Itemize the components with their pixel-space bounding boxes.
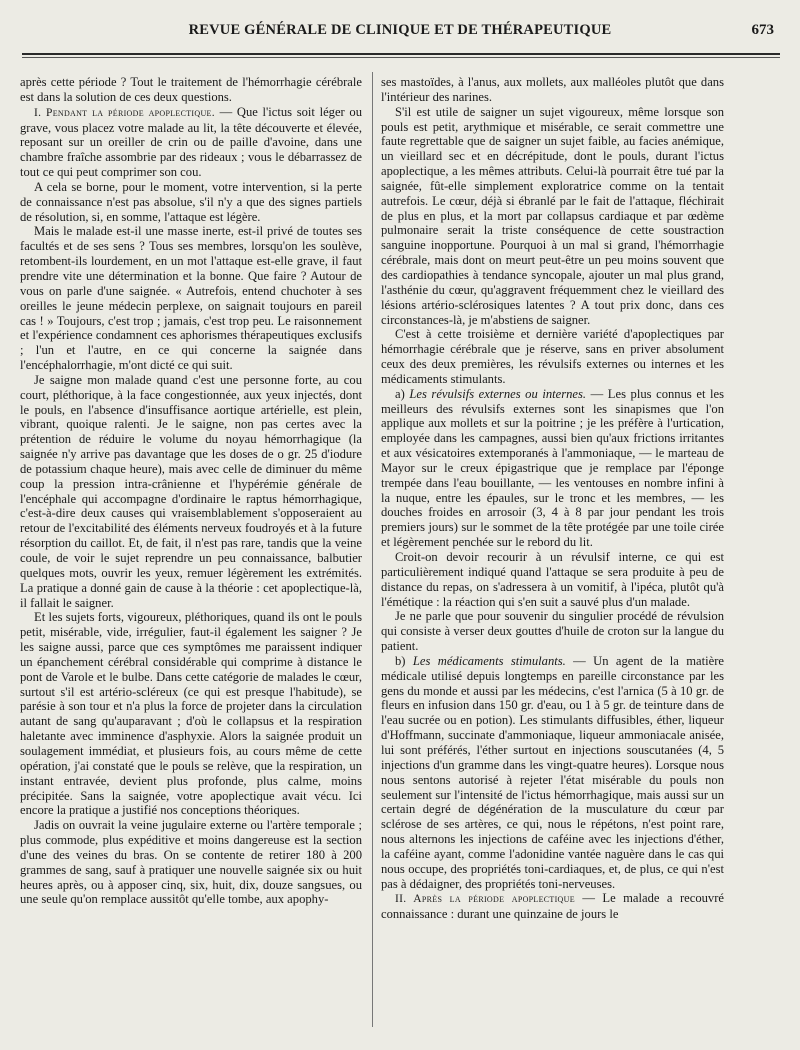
page-number: 673: [751, 22, 774, 38]
section-paragraph: [20, 105, 362, 180]
paragraph: Croit-on devoir recourir à un révulsif interne, ce qui est particulièrement indiqué quand l'attaque se sera produite à peu de distance du repas, on s'adressera à un vomitif, à l'ipéca, plutôt qu'à l'émétique : la réaction qui s'en suit a sauvé plus d'un malade.: [381, 550, 724, 609]
subsection-label: b): [395, 653, 413, 668]
paragraph-text: — Un agent de la matière médicale utilisé depuis longtemps en pareille circonstance par les gens du monde et aussi par les médecins, c'est l'arnica (5 à 10 gr. de fleurs en infusion dans 150 gr. d'eau, ou 1 à 5 gr. de teinture dans de l'eau sucrée ou en potion). Les stimulants diffusibles, éther, liqueur d'Hoffmann, succinate d'ammoniaque, liqueur ammoniacale anisée, lui sont préférés, l'éther surtout en injections souscutanées (4, 5 injections d'un gramme dans les vingt-quatre heures). Lorsque nous nous sentons autorisé à rejeter l'état misérable du pouls non seulement sur l'intensité de l'ictus hémorrhagique, mais aussi sur un certain degré de dégénération de la musculature du cœur par sclérose de ses artères, ce qui, nous le répétons, n'est point rare, nous alternons les injections de caféine avec les injections d'éther, la caféine ayant, comme l'adonidine vantée naguère dans le cas qui nous occupe, des propriétés toni-cardiaques, et, de plus, ce qui n'est pas à dédaigner, des propriétés toni-nerveuses.: [381, 653, 724, 891]
header-rule-thin: [22, 57, 780, 58]
subsection-paragraph: [381, 654, 724, 892]
paragraph: après cette période ? Tout le traitement de l'hémorrhagie cérébrale est dans la solution de ces deux questions.: [20, 75, 362, 104]
paragraph: C'est à cette troisième et dernière variété d'apoplectiques par hémorrhagie cérébrale que je réserve, sans en priver absolument ceux des deux premières, les révulsifs externes ou internes et les médicaments stimulants.: [381, 327, 724, 386]
header-rule: [22, 53, 780, 55]
paragraph-text: — Les plus connus et les meilleurs des révulsifs externes sont les sinapismes que l'on applique aux mollets et sur la poitrine ; je les préfère à l'urtication, employée dans les campagnes, aussi bien qu'aux frictions irritantes et aux vésicatoires extemporanés à l'ammoniaque, — le marteau de Mayor sur le creux épigastrique que je remplace par l'éponge trempée dans l'eau bouillante, — les ventouses en nombre infini à la nuque, entre les épaules, sur le tronc et les membres, — les douches froides en arrosoir (3, 4 à 8 par jour pendant les trois premiers jours) sur le sommet de la tête protégée par une toile cirée et légèrement penchée sur le rebord du lit.: [381, 386, 725, 550]
paragraph: A cela se borne, pour le moment, votre intervention, si la perte de connaissance n'est pas absolue, s'il n'y a que des signes partiels de résolution, si, en somme, l'attaque est légère.: [20, 179, 362, 224]
left-column: [20, 75, 362, 907]
column-divider: [372, 72, 373, 1027]
paragraph: Je saigne mon malade quand c'est une personne forte, au cou court, pléthorique, à la face congestionnée, aux yeux injectés, dont le pouls, en l'absence d'insuffisance aortique artérielle, est plein, vibrant, quoique ralenti. Je le saigne, non pas certes avec la prétention de réduire le volume du noyau hémorrhagique (la saignée n'y arrive pas davantage que les doses de o gr. 25 d'iodure de potassium chaque heure), mais avec celle de diminuer du même coup la pression intra-crânienne et l'hypérémie générale de l'encéphale qui accompagne d'ordinaire le raptus hémorrhagique, c'est-à-dire deux causes qui vraisemblablement s'opposeraient au retour de l'excitabilité des éléments nerveux foudroyés et à la future résorption du caillot. Et, de fait, il n'est pas rare, tandis que la veine coule, de voir le sujet reprendre un peu connaissance, balbutier quelques mots, ouvrir les yeux, remuer légèrement les extrémités. La pratique a donné gain de cause à la théorie : cet apoplectique-là, il fallait le saigner.: [20, 372, 362, 610]
section-heading: I. Pendant la période apoplectique.: [34, 106, 215, 119]
subsection-heading: Les révulsifs externes ou internes.: [409, 386, 587, 401]
section-heading: II. Après la période apoplectique: [395, 893, 575, 906]
paragraph: ses mastoïdes, à l'anus, aux mollets, aux malléoles plutôt que dans l'intérieur des narines.: [381, 75, 724, 104]
paragraph: Je ne parle que pour souvenir du singulier procédé de révulsion qui consiste à verser deux gouttes d'huile de croton sur la langue du patient.: [381, 609, 724, 654]
paragraph-text: — Le malade a recouvré connaissance : durant une quinzaine de jours le: [381, 891, 724, 922]
paragraph: Mais le malade est-il une masse inerte, est-il privé de toutes ses facultés et de ses sens ? Tous ses membres, lorsqu'on les soulève, retombent-ils lourdement, en un mot l'attaque est-elle grave, il faut prendre vite une détermination et la bonne. Que faire ? Autour de vous on parle d'une saignée. « Autrefois, entend chuchoter à ses oreilles le jeune médecin perplexe, on saignait toujours en pareil cas ! » Toujours, c'est trop ; jamais, c'est trop peu. Le raisonnement et l'expérience condamnent ces aphorismes thérapeutiques exclusifs ; l'un et l'autre, en ce qui concerne la saignée dans l'encéphalorrhagie, m'ont dicté ce qui suit.: [20, 224, 362, 373]
section-paragraph: [381, 891, 724, 922]
subsection-label: a): [395, 386, 410, 401]
paragraph-text: — Que l'ictus soit léger ou grave, vous placez votre malade au lit, la tête découverte et élevée, reposant sur un oreiller de crin ou de paille d'avoine, dans une chambre fraîche assombrie par des rideaux ; vous le débarrassez de tout ce qui peut comprimer son cou.: [20, 104, 362, 180]
paragraph: Jadis on ouvrait la veine jugulaire externe ou l'artère temporale ; plus commode, plus expéditive et moins dangereuse est la section d'une des veines du bras. On se contente de retirer 180 à 200 grammes de sang, sauf à pratiquer une nouvelle saignée six ou huit heures après, ou à apposer cinq, six, huit, dix, douze sangsues, ou une seule qu'on remplace aussitôt qu'elle tombe, aux apophy-: [20, 818, 362, 907]
running-title: REVUE GÉNÉRALE DE CLINIQUE ET DE THÉRAPEUTIQUE: [188, 22, 612, 38]
subsection-heading: Les médicaments stimulants.: [412, 653, 566, 668]
paragraph: Et les sujets forts, vigoureux, pléthoriques, quand ils ont le pouls petit, misérable, vide, irrégulier, faut-il également les saigner ? Je les saigne aussi, parce que ces symptômes me paraissent indiquer un épanchement cérébral considérable qui comprime à distance le pont de Varole et le bulbe. Dans cette catégorie de malades le cœur, surtout s'il est artério-scléreux (ce qui est presque l'habitude), se parésie à son tour et n'a plus la force de projeter dans la circulation autant de sang qu'auparavant ; d'où le collapsus et la respiration haletante avec imminence d'asphyxie. Alors la saignée produit un soulagement immédiat, et plusieurs fois, au cours même de cette opération, j'ai constaté que le pouls se relève, que la respiration, un instant entravée, devient plus profonde, plus calme, moins précipitée. Sans la saignée, votre apoplectique avait vécu. Ici encore la pratique a justifié nos conceptions théoriques.: [20, 610, 362, 818]
paragraph: S'il est utile de saigner un sujet vigoureux, même lorsque son pouls est petit, arythmique et misérable, ce serait commettre une faute regrettable que de saigner un sujet faible, au facies anémique, un vieillard sec et en décrépitude, dont le pouls, durant l'ictus apoplectique, a les mêmes attributs. Celui-là pourrait être tué par la saignée, fût-elle simplement exploratrice comme on la tentait autrefois. Le cœur, déjà si ébranlé par le fait de l'attaque, fléchirait de plus en plus, et la mort par collapsus cardiaque et par œdème pulmonaire serait la triste conséquence de cette soustraction sanguine inopportune. Pourquoi à un mal si grand, l'hémorrhagie cérébrale, mais dont on meurt peut-être un peu moins souvent que des cardiopathies à tendance syncopale, ajouter un mal plus grand, l'asthénie du cœur, qu'aggravent fréquemment chez le vieillard des lésions artério-sclérosiques latentes ? A tout prix donc, dans ces circonstances-là, je m'abstiens de saigner.: [381, 104, 724, 327]
right-column: [381, 75, 724, 922]
subsection-paragraph: [381, 387, 724, 550]
page-header: [20, 22, 780, 48]
